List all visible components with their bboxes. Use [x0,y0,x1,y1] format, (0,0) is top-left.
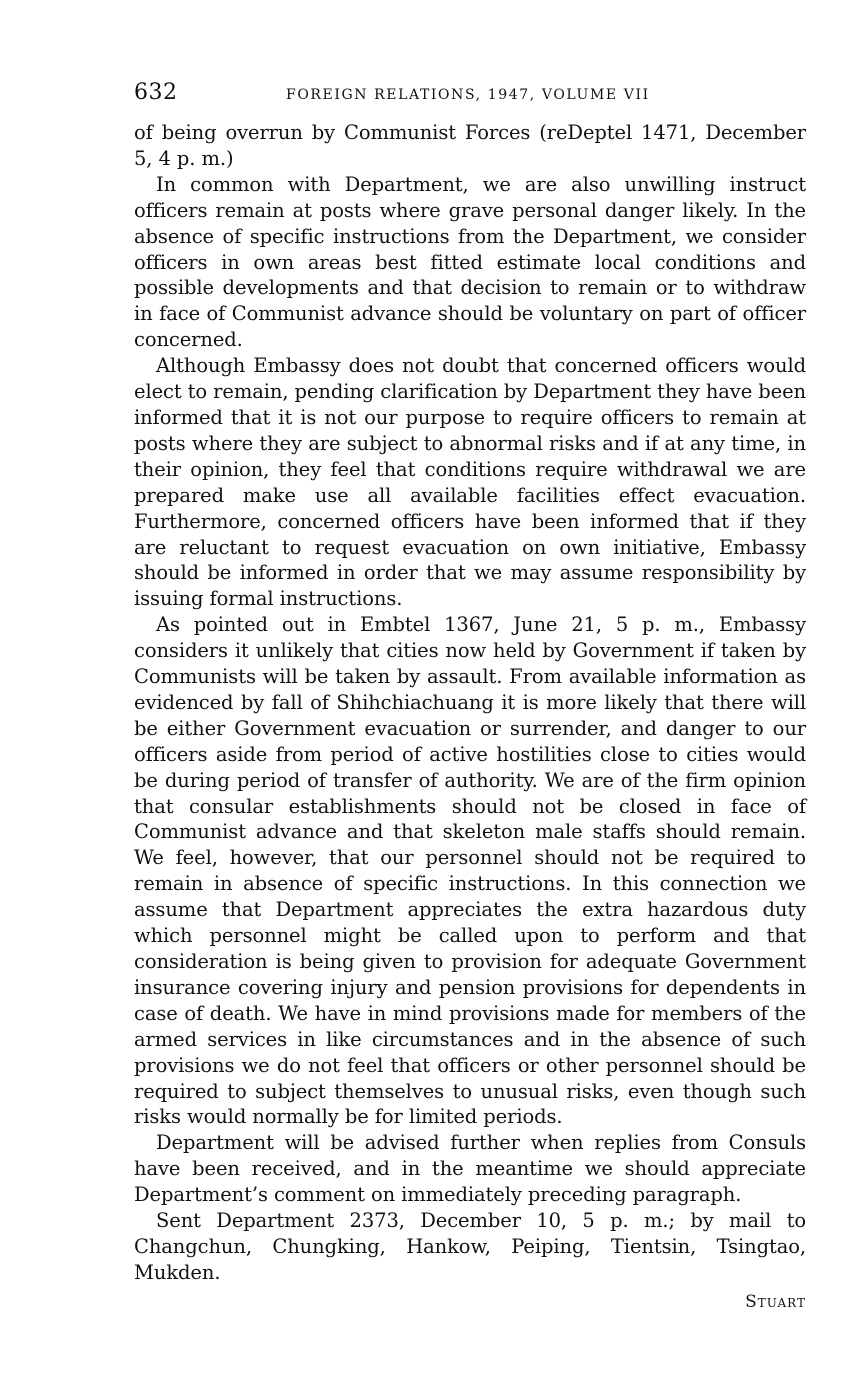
paragraph-continued: of being overrun by Communist Forces (reDeptel 1471, December 5, 4 p. m.) [134,121,806,170]
paragraph-transmission: Sent Department 2373, December 10, 5 p. m.; by mail to Changchun, Chungking, Hankow, Peiping, Tientsin, Tsingtao, Mukden. [134,1209,806,1284]
paragraph: Department will be advised further when replies from Consuls have been received, and in the meantime we should appreciate Department’s comment on immediately preceding paragraph. [134,1131,806,1207]
signature: Stuart [745,1291,806,1312]
document-body [134,120,806,1286]
page-header [134,80,806,106]
page-number: 632 [134,80,178,105]
running-head: FOREIGN RELATIONS, 1947, VOLUME VII [286,87,650,103]
paragraph: As pointed out in Embtel 1367, June 21, 5 p. m., Embassy considers it unlikely that cities now held by Government if taken by Communists will be taken by assault. From available information as evidenced by fall of Shihchiachuang it is more likely that there will be either Government evacuation or surrender, and danger to our officers aside from period of active hostilities close to cities would be during period of transfer of authority. We are of the firm opinion that consular establishments should not be closed in face of Communist advance and that skeleton male staffs should remain. We feel, however, that our personnel should not be required to remain in absence of specific instructions. In this connection we assume that Department appreciates the extra hazardous duty which personnel might be called upon to perform and that consideration is being given to provision for adequate Government insurance covering injury and pension provisions for dependents in case of death. We have in mind provisions made for members of the armed services in like circumstances and in the absence of such provisions we do not feel that officers or other personnel should be required to subject themselves to unusual risks, even though such risks would normally be for limited periods. [134,613,806,1129]
document-page [134,80,806,1312]
paragraph: In common with Department, we are also unwilling instruct officers remain at posts where grave personal danger likely. In the absence of specific instructions from the Department, we consider officers in own areas best fitted estimate local conditions and possible developments and that decision to remain or to withdraw in face of Communist advance should be voluntary on part of officer concerned. [134,172,806,352]
paragraph: Although Embassy does not doubt that concerned officers would elect to remain, pending clarification by Department they have been informed that it is not our purpose to require officers to remain at posts where they are subject to abnormal risks and if at any time, in their opinion, they feel that conditions require withdrawal we are prepared make use all available facilities effect evacuation. Furthermore, concerned officers have been informed that if they are reluctant to request evacuation on own initiative, Embassy should be informed in order that we may assume responsibility by issuing formal instructions. [134,354,806,611]
